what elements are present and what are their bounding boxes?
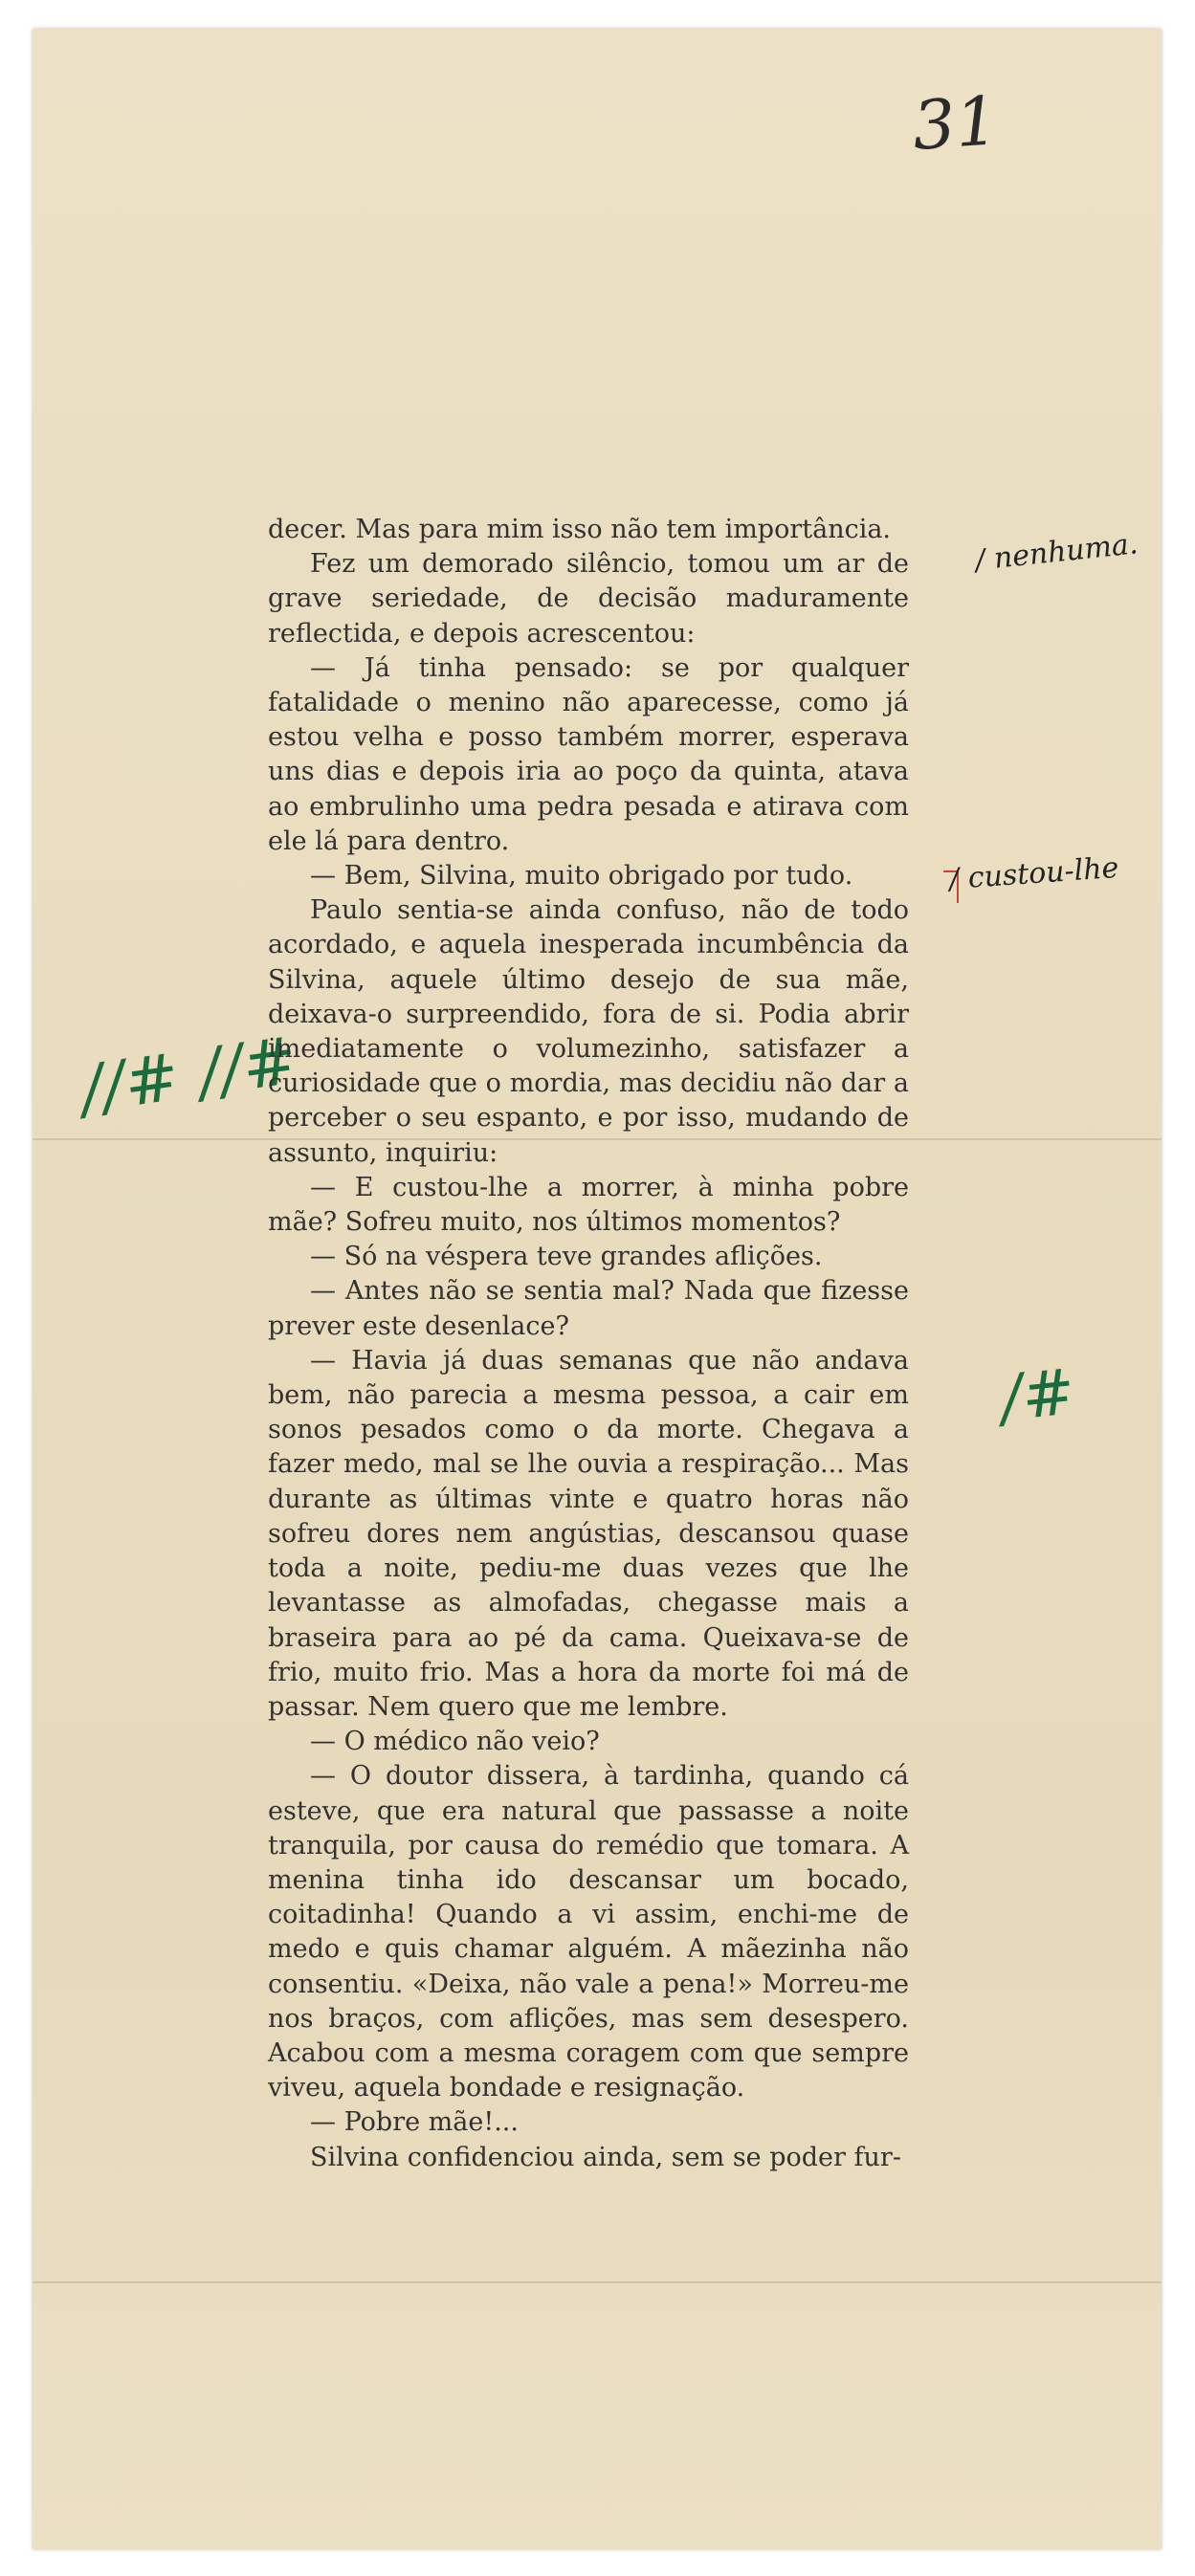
paragraph: decer. Mas para mim isso não tem importância.: [268, 515, 892, 544]
paragraph: Paulo sentia-se ainda confuso, não de todo acordado, e aquela inesperada incumbência da Silvina, aquele último desejo de sua mãe, deixava-o surpreendido, fora de si. Podia abrir imediatamente o volumezinho, satisfazer a curiosidade que o mordia, mas decidiu não dar a perceber o seu espanto, e por isso, mudando de assunto, inquiriu:: [268, 895, 909, 1168]
paragraph: — Antes não se sentia mal? Nada que fizesse prever este desenlace?: [268, 1276, 909, 1341]
paragraph: — Havia já duas semanas que não andava bem, não parecia a mesma pessoa, a cair em sonos pesados como o da morte. Chegava a fazer medo, mal se lhe ouvia a respiração... Mas durante as últimas vinte e quatro horas não sofreu dores nem angústias, descansou quase toda a noite, pediu-me duas vezes que lhe levantasse as almofadas, chegasse mais a braseira para ao pé da cama. Queixava-se de frio, muito frio. Mas a hora da morte foi má de passar. Nem quero que me lembre.: [268, 1345, 909, 1722]
margin-note-correction: / nenhuma.: [973, 527, 1140, 578]
margin-note-correction: / custou-lhe: [947, 850, 1120, 897]
paragraph: — Bem, Silvina, muito obrigado por tudo.: [310, 861, 853, 892]
fold-line: [33, 2281, 1162, 2283]
paragraph: — Pobre mãe!...: [310, 2107, 519, 2138]
manuscript-page: [33, 29, 1162, 2549]
green-proof-mark: //# //#: [76, 1023, 302, 1129]
paragraph: — O médico não veio?: [310, 1727, 600, 1757]
paragraph: — Só na véspera teve grandes aflições.: [310, 1242, 823, 1272]
paragraph: Silvina confidenciou ainda, sem se poder fur-: [310, 2142, 901, 2172]
paragraph: — O doutor dissera, à tardinha, quando cá esteve, que era natural que passasse a noite tranquila, por causa do remédio que tomara. A menina tinha ido descansar um bocado, coitadinha! Quando a vi assim, enchi-me de medo e quis chamar alguém. A mãezinha não consentiu. «Deixa, não vale a pena!» Morreu-me nos braços, com aflições, mas sem desespero. Acabou com a mesma coragem com que sempre viveu, aquela bondade e resignação.: [268, 1761, 909, 2103]
paragraph: — Já tinha pensado: se por qualquer fatalidade o menino não aparecesse, como já estou velha e posso também morrer, esperava uns dias e depois iria ao poço da quinta, atava ao embrulinho uma pedra pesada e atirava com ele lá para dentro.: [268, 652, 909, 856]
page-number: 31: [910, 80, 1001, 166]
paragraph: — E custou-lhe a morrer, à minha pobre mãe? Sofreu muito, nos últimos momentos?: [268, 1172, 909, 1238]
paragraph: Fez um demorado silêncio, tomou um ar de grave seriedade, de decisão maduramente reflectida, e depois acrescentou:: [268, 549, 909, 649]
green-proof-mark: /#: [997, 1354, 1079, 1436]
body-text: [268, 513, 909, 2175]
